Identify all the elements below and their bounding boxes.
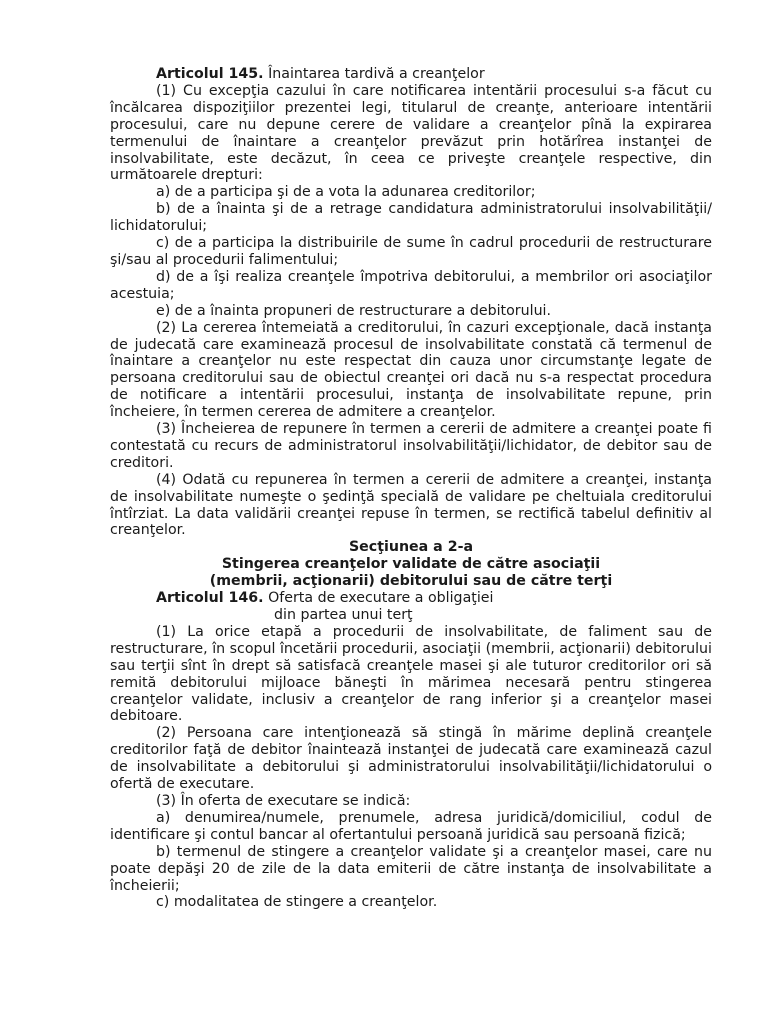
article-145-item-e: e) de a înainta propuneri de restructurare a debitorului. [156,302,552,319]
article-146-paragraph-1: (1) La orice etapă a procedurii de insolvabilitate, de faliment sau de restructurare, în scopul încetării procedurii, asociaţii (membrii, acţionarii) debitorului sau terţii sînt în drept să satisfacă creanţele masei şi ale tuturor creditorilor ori să remită debitorului mijloace băneşti în mărimea necesară pentru stingerea creanţelor validate, inclusiv a creanţelor de rang inferior şi a creanţelor masei debitoare. [110,623,712,725]
article-146-item-c: c) modalitatea de stingere a creanţelor. [156,894,438,911]
article-146-paragraph-3: (3) În oferta de executare se indică: [156,792,411,809]
article-145-item-d: d) de a îşi realiza creanţele împotriva debitorului, a membrilor ori asociaţilor acestuia; [110,268,712,302]
section-label: Secţiunea a 2-a [348,539,474,556]
article-145-paragraph-3: (3) Încheierea de repunere în termen a cererii de admitere a creanţei poate fi contestată cu recurs de administratorul insolvabilităţii/lichidator, de debitor sau de creditori. [110,421,712,471]
article-146-item-a: a) denumirea/numele, prenumele, adresa juridică/domiciliul, codul de identificare şi contul bancar al ofertantului persoană juridică sau persoană fizică; [110,809,712,843]
section-title-line-1: Stingerea creanţelor validate de către asociaţii [221,556,601,573]
article-145-number: Articolul 145. [156,66,264,82]
article-146-number: Articolul 146. [156,590,264,607]
article-145-item-a: a) de a participa şi de a vota la adunarea creditorilor; [156,184,536,201]
article-145-paragraph-4: (4) Odată cu repunerea în termen a cererii de admitere a creanţei, instanţa de insolvabilitate numeşte o şedinţă specială de validare pe cheltuiala creditorului întîrziat. La data validării creanţei repuse în termen, se rectifică tabelul definitiv al creanţelor. [110,471,712,539]
article-146-title-line-2: din partea unui terţ [274,607,413,623]
article-146-heading [110,590,712,607]
article-145-heading [110,66,712,83]
article-146-title: Oferta de executare a obligaţiei [268,590,494,607]
article-146-item-b: b) termenul de stingere a creanţelor validate şi a creanţelor masei, care nu poate depăşi 20 de zile de la data emiterii de către instanţa de insolvabilitate a încheierii; [110,843,712,894]
section-title-line-2: (membrii, acţionarii) debitorului sau de către terţi [209,573,613,590]
article-145-title: Înaintarea tardivă a creanţelor [268,66,485,82]
article-146-paragraph-2: (2) Persoana care intenţionează să stingă în mărime deplină creanţele creditorilor faţă de debitor înaintează instanţei de judecată care examinează cazul de insolvabilitate a debitorului şi administratorului insolvabilităţii/lichidatorului o ofertă de executare. [110,725,712,793]
article-145-item-c: c) de a participa la distribuirile de sume în cadrul procedurii de restructurare şi/sau al procedurii falimentului; [110,235,712,268]
article-145-item-b: b) de a înainta şi de a retrage candidatura administratorului insolvabilităţii/ lichidatorului; [110,201,712,235]
article-145-paragraph-2: (2) La cererea întemeiată a creditorului, în cazuri excepţionale, dacă instanţa de judecată care examinează procesul de insolvabilitate constată că termenul de înaintare a creanţelor nu este respectat din cauza unor circumstanţe legate de persoana creditorului sau de obiectul creanţei ori dacă nu s-a respectat procedura de notificare a intentării procesului, instanţa de insolvabilitate repune, prin încheiere, în termen cererea de admitere a creanţelor. [110,319,712,421]
article-145-paragraph-1: (1) Cu excepţia cazului în care notificarea intentării procesului s-a făcut cu încălcarea dispoziţiilor prezentei legi, titularul de creanţe, anterioare intentării procesului, care nu depune cerere de validare a creanţelor pînă la expirarea termenului de înaintare a creanţelor prevăzut prin hotărîrea instanţei de insolvabilitate, este decăzut, în ceea ce priveşte creanţele respective, din următoarele drepturi: [110,82,712,184]
